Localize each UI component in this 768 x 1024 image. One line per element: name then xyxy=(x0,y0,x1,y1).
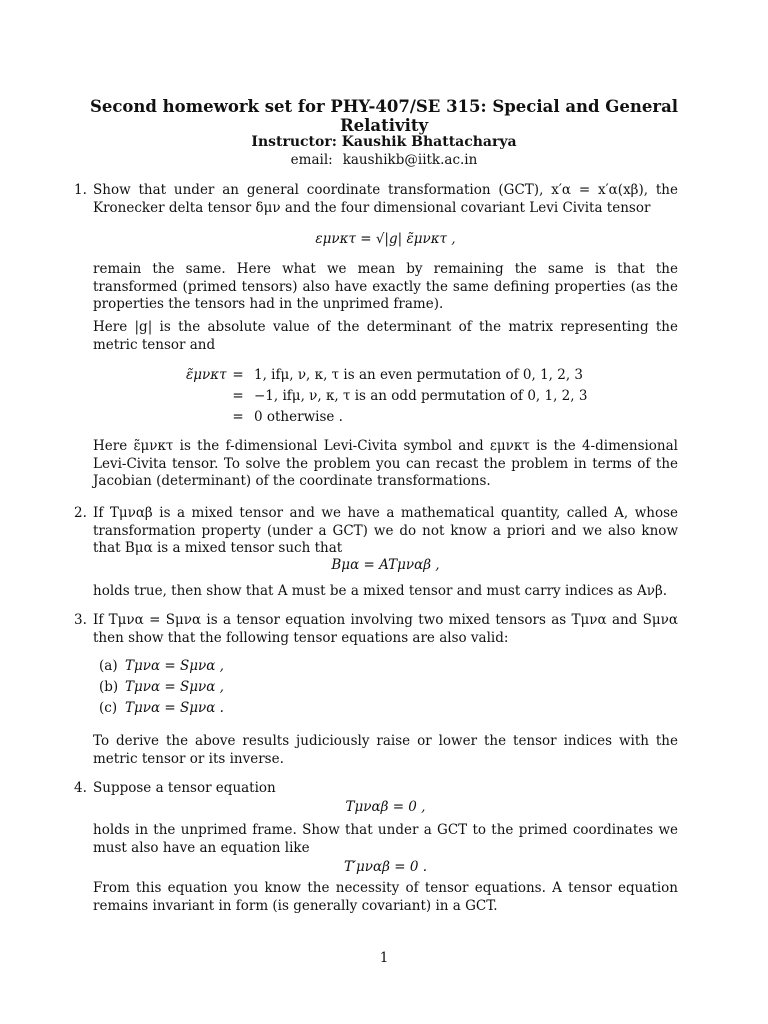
problem-2-para1: holds true, then show that A must be a mixed tensor and must carry indices as Aνβ. xyxy=(93,583,668,599)
levi-civita-cases xyxy=(186,365,587,428)
case-row: ε̃μνκτ = 1, ifμ, ν, κ, τ is an even permutation of 0, 1, 2, 3 xyxy=(186,367,584,383)
email-label: email: xyxy=(290,152,333,168)
problem-1-number: 1. xyxy=(74,182,87,198)
problem-3-lead: If Tμνα = Sμνα is a tensor equation involving two mixed tensors as Tμνα and Sμνα then show that the following tensor equations are also valid: xyxy=(93,612,678,646)
instructor-line: Instructor: Kaushik Bhattacharya xyxy=(251,134,517,150)
list-item: (c) Tμνα = Sμνα . xyxy=(99,700,224,716)
problem-1-para1: remain the same. Here what we mean by remaining the same is that the transformed (primed tensors) also have exactly the same defining properties (as the properties the tensors had in the unprimed frame). xyxy=(93,261,678,312)
problem-3-number: 3. xyxy=(74,612,87,628)
problem-4-equation: Tμναβ = 0 , xyxy=(345,799,426,815)
problem-2-equation: Bμα = ATμναβ , xyxy=(331,557,440,573)
problem-4-equation2: T′μναβ = 0 . xyxy=(343,859,428,875)
case-row: = 0 otherwise . xyxy=(232,409,343,425)
problem-4-number: 4. xyxy=(74,780,87,796)
list-item: (b) Tμνα = Sμνα , xyxy=(99,679,224,695)
problem-4-para1: holds in the unprimed frame. Show that under a GCT to the primed coordinates we must also have an equation like xyxy=(93,822,678,856)
page-title: Second homework set for PHY-407/SE 315: Special and General Relativity xyxy=(89,97,679,135)
problem-1-para3: Here ε̃μνκτ is the f-dimensional Levi-Civita symbol and εμνκτ is the 4-dimensional Levi-Civita tensor. To solve the problem you can recast the problem in terms of the Jacobian (determinant) of the coordinate transformations. xyxy=(93,438,678,489)
problem-4-lead: Suppose a tensor equation xyxy=(93,780,276,796)
problem-1-lead: Show that under an general coordinate transformation (GCT), x′α = x′α(xβ), the Kronecker delta tensor δμν and the four dimensional covariant Levi Civita tensor xyxy=(93,182,678,216)
case-row: = −1, ifμ, ν, κ, τ is an odd permutation of 0, 1, 2, 3 xyxy=(232,388,588,404)
list-item: (a) Tμνα = Sμνα , xyxy=(99,658,224,674)
email-line xyxy=(0,152,768,168)
problem-3-items xyxy=(99,656,224,719)
problem-2-number: 2. xyxy=(74,505,87,521)
problem-1-para2: Here |g| is the absolute value of the determinant of the matrix representing the metric tensor and xyxy=(93,319,678,353)
email-address: kaushikb@iitk.ac.in xyxy=(342,152,478,168)
page-number: 1 xyxy=(379,950,389,966)
problem-4-para2: From this equation you know the necessity of tensor equations. A tensor equation remains invariant in form (is generally covariant) in a GCT. xyxy=(93,880,678,914)
problem-1-equation: εμνκτ = √|g| ε̃μνκτ , xyxy=(315,231,456,247)
problem-2-lead: If Tμναβ is a mixed tensor and we have a mathematical quantity, called A, whose transformation property (under a GCT) we do not know a priori and we also know that Bμα is a mixed tensor such that xyxy=(93,505,678,556)
problem-3-para1: To derive the above results judiciously raise or lower the tensor indices with the metric tensor or its inverse. xyxy=(93,733,678,767)
